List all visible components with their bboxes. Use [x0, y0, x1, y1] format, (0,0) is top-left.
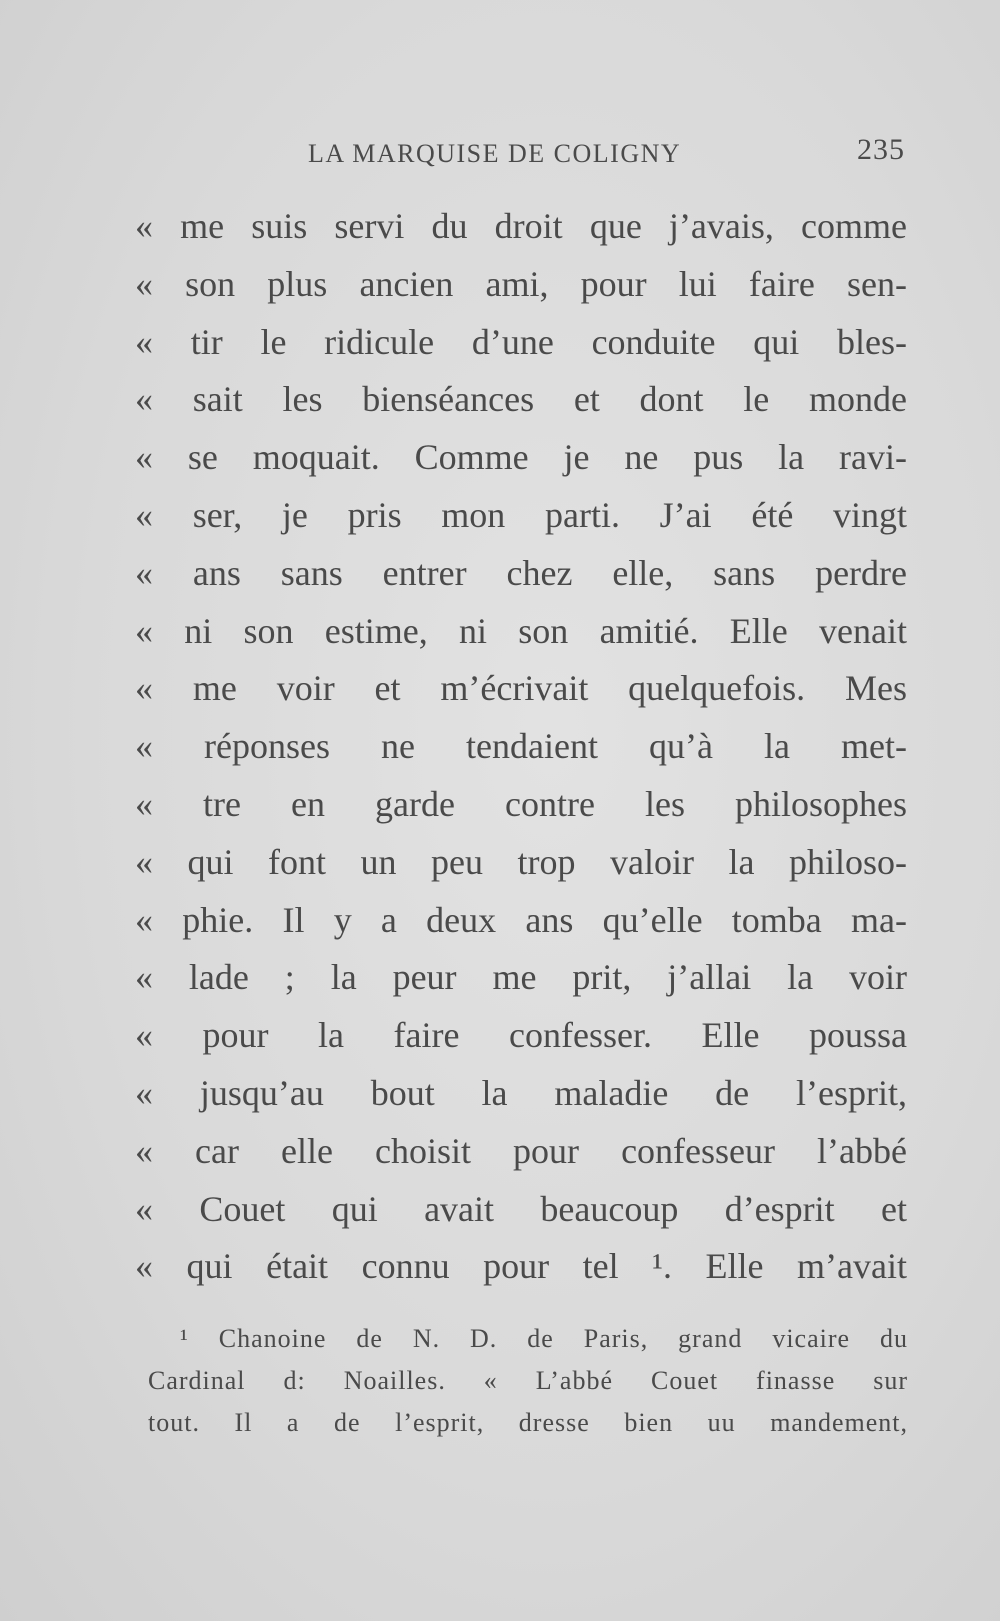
text-line: « me suis servi du droit que j’avais, comme — [135, 206, 907, 246]
text-line: « sait les bienséances et dont le monde — [135, 379, 907, 420]
text-line: « ser, je pris mon parti. J’ai été vingt — [135, 494, 907, 535]
running-title: LA MARQUISE DE COLIGNY — [308, 139, 682, 168]
text-line: « tir le ridicule d’une conduite qui bles- — [135, 321, 907, 362]
text-line: « Couet qui avait beaucoup d’esprit et — [135, 1188, 907, 1229]
body-text — [135, 198, 907, 1296]
text-line: « qui font un peu trop valoir la philoso- — [135, 841, 907, 882]
footnote-line: ¹ Chanoine de N. D. de Paris, grand vicaire du — [180, 1324, 908, 1353]
text-line: « qui était connu pour tel ¹. Elle m’avait — [135, 1246, 907, 1287]
text-line: « car elle choisit pour confesseur l’abbé — [135, 1130, 907, 1171]
running-head — [150, 133, 905, 173]
footnote-line: Cardinal d: Noailles. « L’abbé Couet finasse sur — [148, 1366, 908, 1395]
text-line: « pour la faire confesser. Elle poussa — [135, 1015, 907, 1056]
footnote-line: tout. Il a de l’esprit, dresse bien uu mandement, — [148, 1408, 908, 1437]
text-line: « me voir et m’écrivait quelquefois. Mes — [135, 668, 907, 709]
text-line: « ni son estime, ni son amitié. Elle venait — [135, 610, 907, 651]
text-line: « jusqu’au bout la maladie de l’esprit, — [135, 1072, 907, 1113]
footnote — [148, 1318, 908, 1444]
page-number: 235 — [857, 133, 905, 166]
text-line: « ans sans entrer chez elle, sans perdre — [135, 552, 907, 593]
text-line: « lade ; la peur me prit, j’allai la voir — [135, 957, 907, 998]
text-line: « réponses ne tendaient qu’à la met- — [135, 726, 907, 767]
text-line: « tre en garde contre les philosophes — [135, 783, 907, 824]
text-line: « se moquait. Comme je ne pus la ravi- — [135, 437, 907, 478]
text-line: « son plus ancien ami, pour lui faire sen- — [135, 263, 907, 304]
text-line: « phie. Il y a deux ans qu’elle tomba ma- — [135, 899, 907, 940]
